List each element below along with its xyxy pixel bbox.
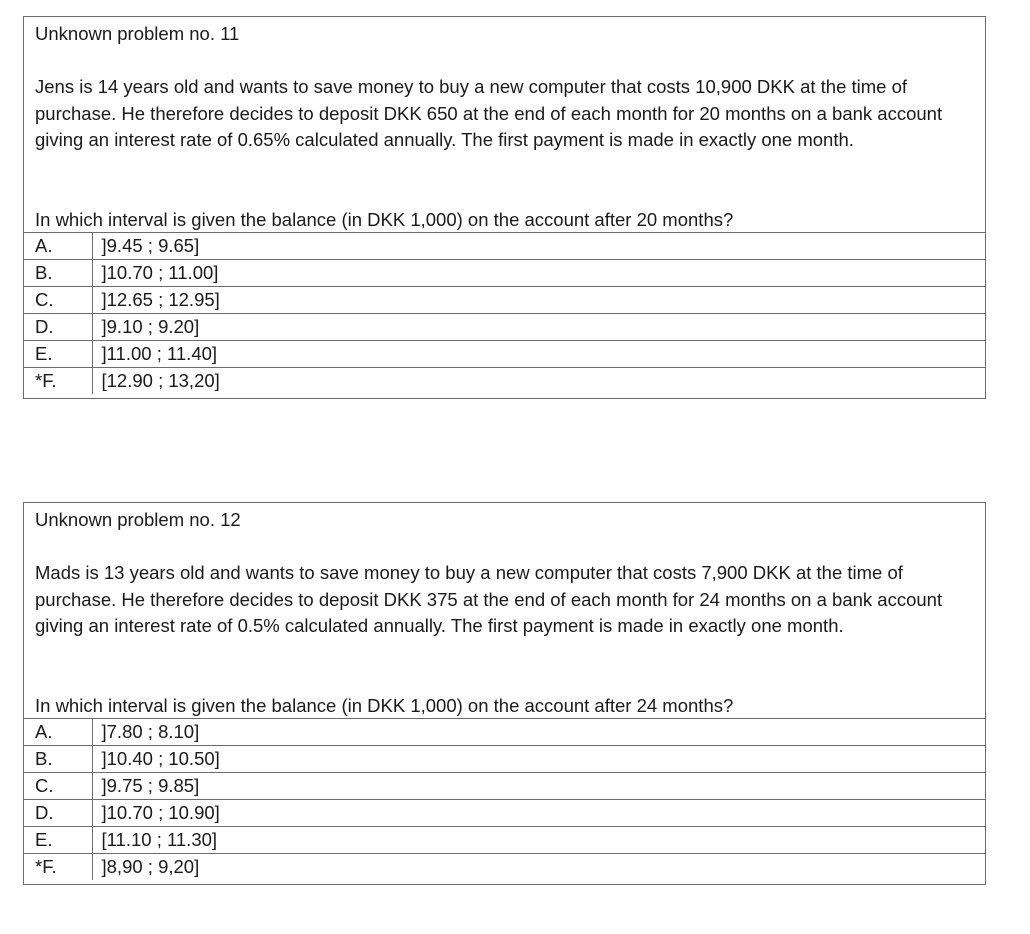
option-row-a — [24, 233, 985, 260]
option-interval: ]10.40 ; 10.50] — [92, 746, 985, 773]
option-interval: ]10.70 ; 10.90] — [92, 800, 985, 827]
problem-text: Mads is 13 years old and wants to save money to buy a new computer that costs 7,900 DKK at the time of purchase. He therefore decides to deposit DKK 375 at the end of each month for 24 months on a bank account giving an interest rate of 0.5% calculated annually. The first payment is made in exactly one month. — [35, 562, 943, 637]
option-letter: C. — [24, 287, 92, 314]
option-interval: ]11.00 ; 11.40] — [92, 341, 985, 368]
problem-title: Unknown problem no. 12 — [35, 509, 241, 530]
option-letter: *F. — [24, 854, 92, 881]
option-interval: ]8,90 ; 9,20] — [92, 854, 985, 881]
problem-box-12 — [23, 502, 986, 885]
problem-text: Jens is 14 years old and wants to save money to buy a new computer that costs 10,900 DKK at the time of purchase. He therefore decides to deposit DKK 650 at the end of each month for 20 months on a bank account giving an interest rate of 0.65% calculated annually. The first payment is made in exactly one month. — [35, 76, 943, 151]
option-letter: B. — [24, 746, 92, 773]
problem-box-11 — [23, 16, 986, 399]
option-letter: D. — [24, 314, 92, 341]
option-interval: ]9.45 ; 9.65] — [92, 233, 985, 260]
option-interval: [12.90 ; 13,20] — [92, 368, 985, 395]
option-interval: ]9.10 ; 9.20] — [92, 314, 985, 341]
option-row-a — [24, 719, 985, 746]
option-row-c — [24, 287, 985, 314]
option-interval: ]9.75 ; 9.85] — [92, 773, 985, 800]
option-row-d — [24, 314, 985, 341]
option-row-d — [24, 800, 985, 827]
option-row-f-correct — [24, 854, 985, 881]
option-interval: [11.10 ; 11.30] — [92, 827, 985, 854]
answer-options-table — [24, 718, 985, 880]
option-letter: D. — [24, 800, 92, 827]
option-row-e — [24, 341, 985, 368]
option-interval: ]12.65 ; 12.95] — [92, 287, 985, 314]
problem-question: In which interval is given the balance (in DKK 1,000) on the account after 24 months? — [35, 695, 734, 716]
option-letter: B. — [24, 260, 92, 287]
option-interval: ]7.80 ; 8.10] — [92, 719, 985, 746]
option-row-f-correct — [24, 368, 985, 395]
option-row-b — [24, 260, 985, 287]
option-letter: A. — [24, 233, 92, 260]
answer-options-table — [24, 232, 985, 394]
option-letter: E. — [24, 827, 92, 854]
problem-question: In which interval is given the balance (in DKK 1,000) on the account after 20 months? — [35, 209, 734, 230]
option-row-e — [24, 827, 985, 854]
option-letter: *F. — [24, 368, 92, 395]
problem-title: Unknown problem no. 11 — [35, 23, 240, 44]
option-letter: A. — [24, 719, 92, 746]
option-interval: ]10.70 ; 11.00] — [92, 260, 985, 287]
option-row-c — [24, 773, 985, 800]
option-row-b — [24, 746, 985, 773]
option-letter: C. — [24, 773, 92, 800]
option-letter: E. — [24, 341, 92, 368]
